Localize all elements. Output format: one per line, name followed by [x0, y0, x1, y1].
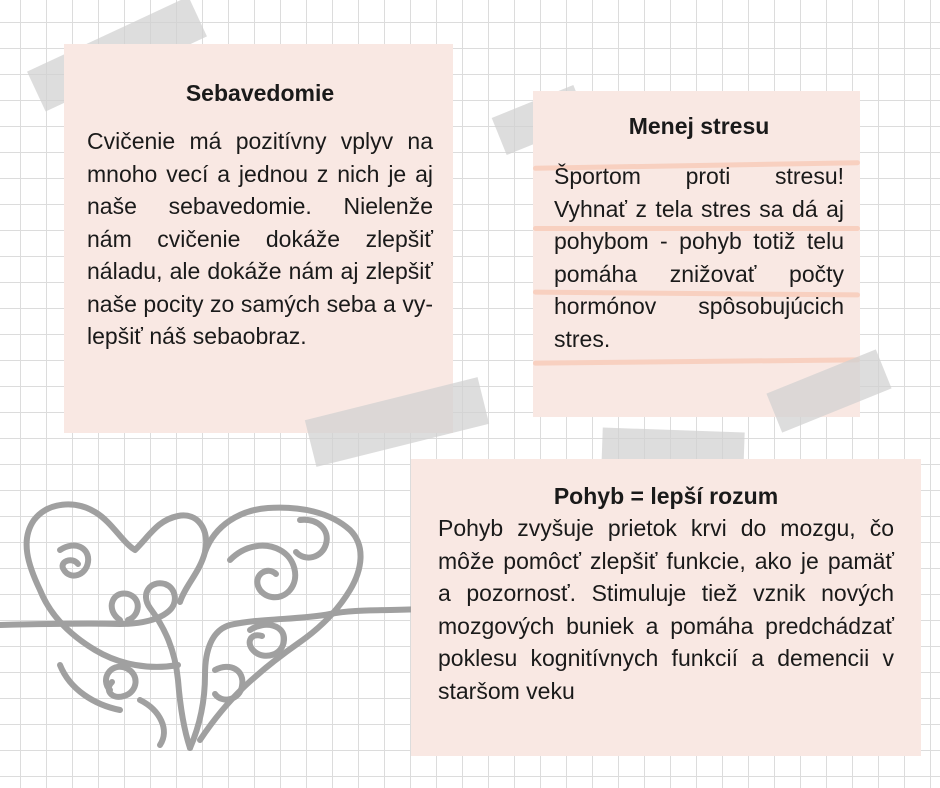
card-better-mind-title: Pohyb = lepší rozum	[553, 483, 779, 509]
heart-brain-line-art-icon	[0, 490, 420, 760]
decorative-stripe	[533, 357, 860, 365]
card-less-stress-body: Športom proti stresu! Vyhnať z tela stres sa dá aj pohybom - pohyb totiž telu pomáha znižovať počty hormónov spôsobujúcich stres.	[554, 163, 844, 352]
card-better-mind-body: Pohyb zvyšuje prietok krvi do mozgu, čo môže pomôcť zlepšiť funkcie, ako je pamäť a pozornosť. Stimuluje tiež vznik nových mozgových buniek a pomáha predchádzať poklesu kognitívnych funkcií a demencii v staršom veku	[438, 515, 894, 704]
card-self-esteem-title: Sebavedomie	[185, 80, 335, 106]
card-less-stress-title: Menej stresu	[628, 113, 770, 139]
card-self-esteem-body: Cvičenie má pozitívny vplyv na mnoho vecí a jednou z nich je aj naše sebavedomie. Nielenže nám cvičenie dokáže zlepšiť náladu, ale dokáže nám aj zlepšiť naše pocity zo samých seba a vylepšiť náš sebaobraz.	[87, 128, 433, 349]
card-better-mind	[411, 459, 921, 756]
card-self-esteem	[64, 44, 453, 433]
card-less-stress	[533, 91, 860, 417]
